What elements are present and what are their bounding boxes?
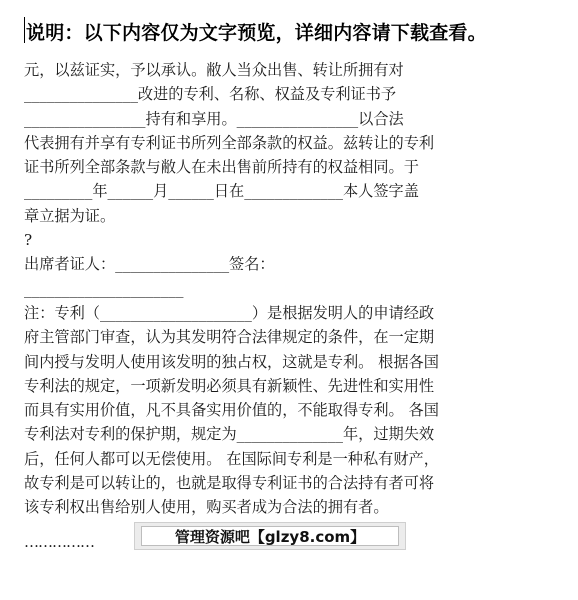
document-line: 而具有实用价值，凡不具备实用价值的，不能取得专利。 各国 bbox=[24, 401, 439, 420]
document-line: 府主管部门审查，认为其发明符合法律规定的条件，在一定期 bbox=[24, 328, 435, 347]
document-line: 该专利权出售给别人使用，购买者成为合法的拥有者。 bbox=[24, 498, 389, 517]
document-line: 证书所列全部条款与敝人在未出售前所持有的权益相同。于 bbox=[24, 158, 419, 177]
document-line: ________________持有和享用。________________以合法 bbox=[24, 109, 404, 128]
watermark-label: 管理资源吧【glzy8.com】 bbox=[141, 526, 399, 546]
document-line: _________年______月______日在_____________本人签字盖 bbox=[24, 182, 419, 201]
document-line: 专利法对专利的保护期，规定为______________年，过期失效 bbox=[24, 425, 435, 444]
document-line: 元，以兹证实，予以承认。敝人当众出售、转让所拥有对 bbox=[24, 61, 404, 79]
document-line: 出席者证人：_______________签名： bbox=[24, 255, 275, 274]
document-body bbox=[24, 58, 564, 520]
document-line: _____________________ bbox=[24, 279, 184, 298]
document-line: 专利法的规定，一项新发明必须具有新颖性、先进性和实用性 bbox=[24, 376, 435, 395]
document-line: 章立据为证。 bbox=[24, 206, 116, 225]
document-line: 间内授与发明人使用该发明的独占权，这就是专利。 根据各国 bbox=[24, 352, 439, 371]
document-line: 注：专利（____________________）是根据发明人的申请经政 bbox=[24, 303, 435, 322]
ellipsis-dots: …………… bbox=[24, 533, 94, 551]
document-line: 后，任何人都可以无偿使用。 在国际间专利是一种私有财产， bbox=[24, 449, 439, 468]
document-line: ? bbox=[24, 231, 33, 250]
text-cursor bbox=[24, 17, 25, 43]
document-line: 故专利是可以转让的，也就是取得专利证书的合法持有者可将 bbox=[24, 474, 435, 493]
preview-notice: 说明：以下内容仅为文字预览，详细内容请下载查看。 bbox=[26, 22, 487, 44]
watermark-banner bbox=[134, 522, 406, 550]
document-line: 代表拥有并享有专利证书所列全部条款的权益。兹转让的专利 bbox=[24, 133, 435, 152]
document-line: _______________改进的专利、名称、权益及专利证书予 bbox=[24, 85, 397, 104]
